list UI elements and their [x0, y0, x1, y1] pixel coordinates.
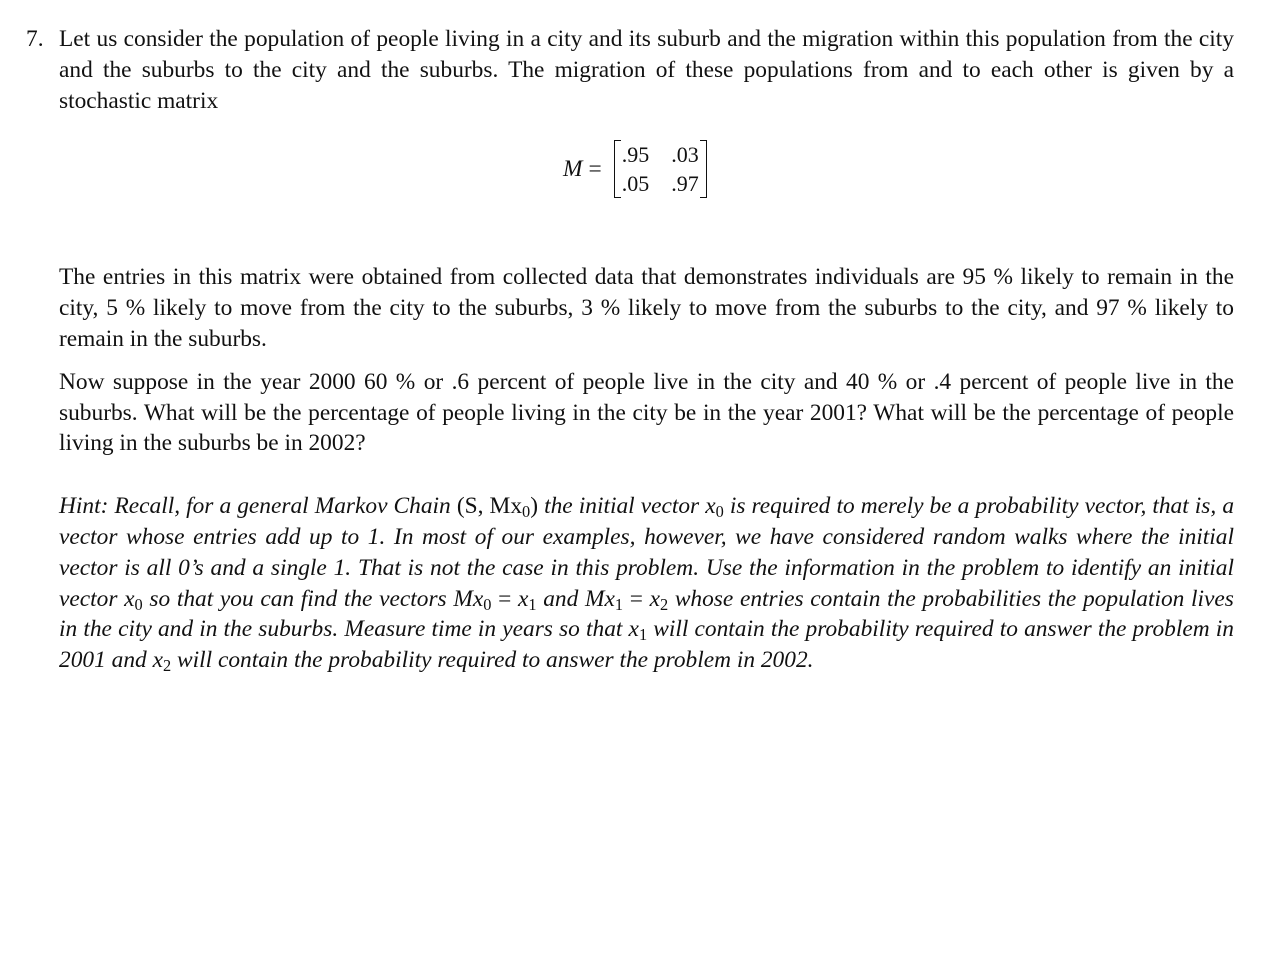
matrix-entry: .95 [621, 142, 650, 168]
hint-text: will contain the probability required to answer the problem in 2002. [177, 647, 814, 674]
hint-text: is required to merely be a probability vector, that is, a vector whose entries add up to 1. In most of our examples, however, we have considered random walks where the initial vector is all 0’s and a single 1. That is not the case in this problem. Use the information in the problem to identify an initial vector [59, 493, 1235, 612]
data-paragraph: The entries in this matrix were obtained from collected data that demonstrates individuals are 95 % likely to remain in the city, 5 % likely to move from the city to the suburbs, 3 % likely to move from the suburbs to the city, and 97 % likely to remain in the suburbs. [59, 264, 1234, 352]
hint-text: Recall, for a general Markov Chain [114, 493, 451, 520]
problem-7 [26, 24, 1235, 676]
left-bracket [614, 140, 621, 198]
hint-paragraph: Hint: Recall, for a general Markov Chain (S, $Mx_0$) the initial vector $x_0$ is required to merely be a probability vector, that is, a vector whose entries add up to 1. In most of our examples, however, we have considered random walks where the initial vector is all 0’s and a single 1. That is not the case in this problem. Use the information in the problem to identify an initial vector $x_0$ so that you can find the vectors $Mx_0 = x_1$ and $Mx_1 = x_2$ whose entries contain the probabilities the population lives in the city and in the suburbs. Measure time in years so that $x_1$ will contain the probability required to answer the problem in 2001 and $x_2$ will contain the probability required to answer the problem in 2002. [59, 493, 1235, 676]
matrix-entry: .97 [671, 171, 699, 197]
right-bracket [700, 140, 707, 198]
problem-number: 7. [26, 26, 44, 52]
question-paragraph: Now suppose in the year 2000 60 % or .6 percent of people live in the city and 40 % or .4 percent of people live in the suburbs. What will be the percentage of people living in the city be in the year 2001? What will be the percentage of people living in the suburbs be in 2002? [59, 368, 1234, 457]
matrix-name: M [563, 155, 583, 182]
stochastic-matrix [563, 140, 707, 198]
hint-text: whose entries contain the probabilities the population lives in the city and in the suburbs. Measure time in years so that [59, 585, 1234, 643]
matrix-entry: .03 [671, 142, 699, 168]
matrix-display [59, 116, 1234, 262]
chain-notation: (S, $Mx_0$) [456, 493, 539, 522]
hint-label: Hint: [59, 493, 109, 520]
matrix-entry: .05 [621, 171, 650, 197]
hint-text: will contain the probability required to answer the problem in 2001 and [59, 616, 1234, 674]
hint-text: the initial vector [544, 493, 700, 520]
hint-text: so that you can find the vectors [149, 585, 447, 612]
intro-paragraph: Let us consider the population of people living in a city and its suburb and the migration within this population from the city and the suburbs to the city and the suburbs. The migration of these populations from and to each other is given by a stochastic matrix [59, 26, 1234, 114]
var-x: x [705, 493, 716, 520]
matrix-entries [621, 140, 700, 198]
matrix-equals: = [588, 155, 602, 182]
